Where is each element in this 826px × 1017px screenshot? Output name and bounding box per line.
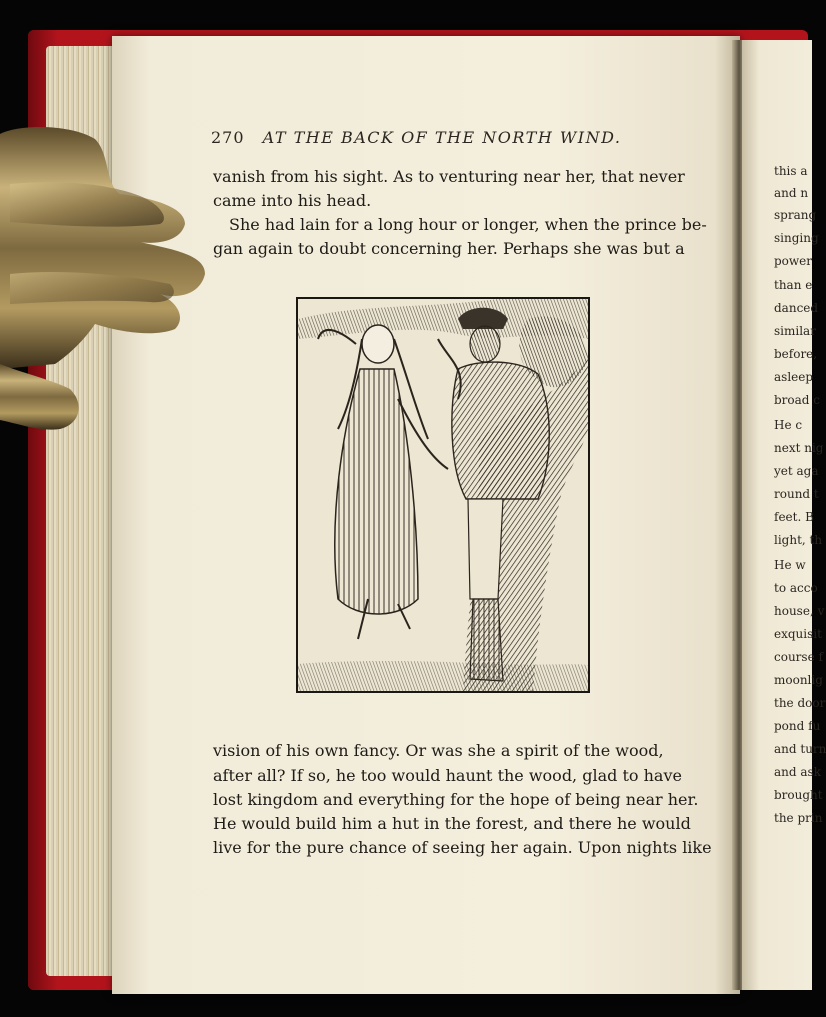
running-title: AT THE BACK OF THE NORTH WIND. (262, 128, 622, 147)
right-page-line: and turn (774, 742, 826, 756)
right-page-line: next nig (774, 441, 824, 455)
text-line: lost kingdom and everything for the hope of being near her. (213, 790, 699, 809)
right-page-line: broad c (774, 393, 821, 407)
right-page-line: moonlig (774, 673, 823, 687)
right-page-line: before, (774, 347, 818, 361)
right-page (742, 40, 826, 990)
text-line: vanish from his sight. As to venturing near her, that never (213, 167, 685, 186)
page-number: 270 (211, 128, 245, 147)
right-page-line: yet aga (774, 464, 819, 478)
right-page-line: course f (774, 650, 823, 664)
right-page-line: danced (774, 301, 819, 315)
right-page-line: pond fu (774, 719, 821, 733)
right-page-line: light, th (774, 533, 823, 547)
engraving-illustration (296, 297, 590, 693)
right-page-line: He c (774, 418, 803, 432)
right-page-line: to acco (774, 581, 818, 595)
brass-page-clamp (0, 124, 210, 434)
engraving-drawing (298, 299, 588, 691)
text-line: He would build him a hut in the forest, and there he would (213, 814, 691, 833)
right-page-line: round t (774, 487, 819, 501)
clamp-drawing (0, 124, 210, 434)
right-page-line: the prin (774, 811, 823, 825)
right-page-line: and n (774, 186, 809, 200)
right-page-line: and ask (774, 765, 821, 779)
right-page-line: He w (774, 558, 806, 572)
right-page-line: power (774, 254, 813, 268)
text-line: gan again to doubt concerning her. Perhaps she was but a (213, 239, 685, 258)
right-page-line: sprang (774, 208, 817, 222)
running-header (211, 128, 621, 147)
text-line: after all? If so, he too would haunt the wood, glad to have (213, 766, 682, 785)
text-line: came into his head. (213, 191, 372, 210)
right-page-line: the door (774, 696, 826, 710)
right-page-line: feet. B (774, 510, 814, 524)
right-page-line: exquisit (774, 627, 822, 641)
right-page-line: brought (774, 788, 823, 802)
right-page-line: asleep (774, 370, 814, 384)
right-page-line: singing (774, 231, 819, 245)
right-page-line: house, v (774, 604, 825, 618)
right-page-line: than e (774, 278, 813, 292)
text-line: live for the pure chance of seeing her again. Upon nights like (213, 838, 712, 857)
text-line: She had lain for a long hour or longer, when the prince be- (229, 215, 707, 234)
right-page-line: similar (774, 324, 816, 338)
right-page-line: this a (774, 164, 808, 178)
text-line: vision of his own fancy. Or was she a spirit of the wood, (213, 741, 664, 760)
